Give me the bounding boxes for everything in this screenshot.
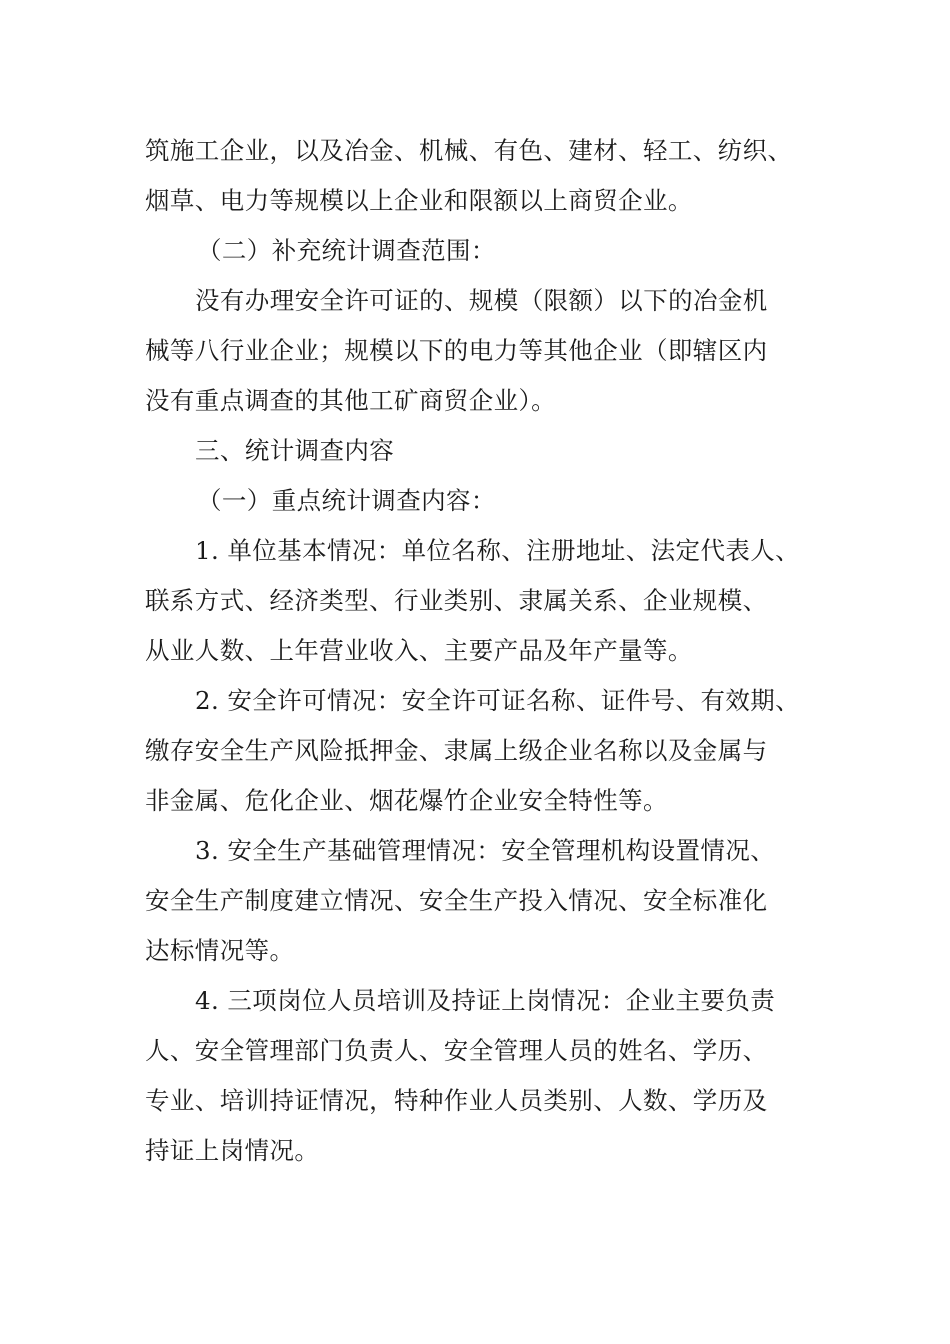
text-line: 2. 安全许可情况：安全许可证名称、证件号、有效期、 [195,686,801,715]
section-heading: （二）补充统计调查范围： [197,236,496,265]
text-line: 筑施工企业，以及冶金、机械、有色、建材、轻工、纺织、 [145,136,793,165]
text-line: 持证上岗情况。 [145,1136,320,1165]
text-line: 没有办理安全许可证的、规模（限额）以下的冶金机 [195,286,768,315]
document-body [145,126,825,1176]
text-line: 联系方式、经济类型、行业类别、隶属关系、企业规模、 [145,586,768,615]
section-heading: 三、统计调查内容 [195,436,395,465]
text-line: 1. 单位基本情况：单位名称、注册地址、法定代表人、 [195,536,801,565]
text-line: 专业、培训持证情况，特种作业人员类别、人数、学历及 [145,1086,768,1115]
text-line: 人、安全管理部门负责人、安全管理人员的姓名、学历、 [145,1036,768,1065]
text-line: 烟草、电力等规模以上企业和限额以上商贸企业。 [145,186,693,215]
text-line: 缴存安全生产风险抵押金、隶属上级企业名称以及金属与 [145,736,768,765]
text-line: 达标情况等。 [145,936,295,965]
text-line: 从业人数、上年营业收入、主要产品及年产量等。 [145,636,693,665]
text-line: 械等八行业企业；规模以下的电力等其他企业（即辖区内 [145,336,768,365]
text-line: 安全生产制度建立情况、安全生产投入情况、安全标准化 [145,886,768,915]
text-line: 3. 安全生产基础管理情况：安全管理机构设置情况、 [195,836,776,865]
text-line: 没有重点调查的其他工矿商贸企业）。 [145,386,557,415]
text-line: 非金属、危化企业、烟花爆竹企业安全特性等。 [145,786,668,815]
text-line: 4. 三项岗位人员培训及持证上岗情况：企业主要负责 [195,986,776,1015]
section-heading: （一）重点统计调查内容： [197,486,496,515]
